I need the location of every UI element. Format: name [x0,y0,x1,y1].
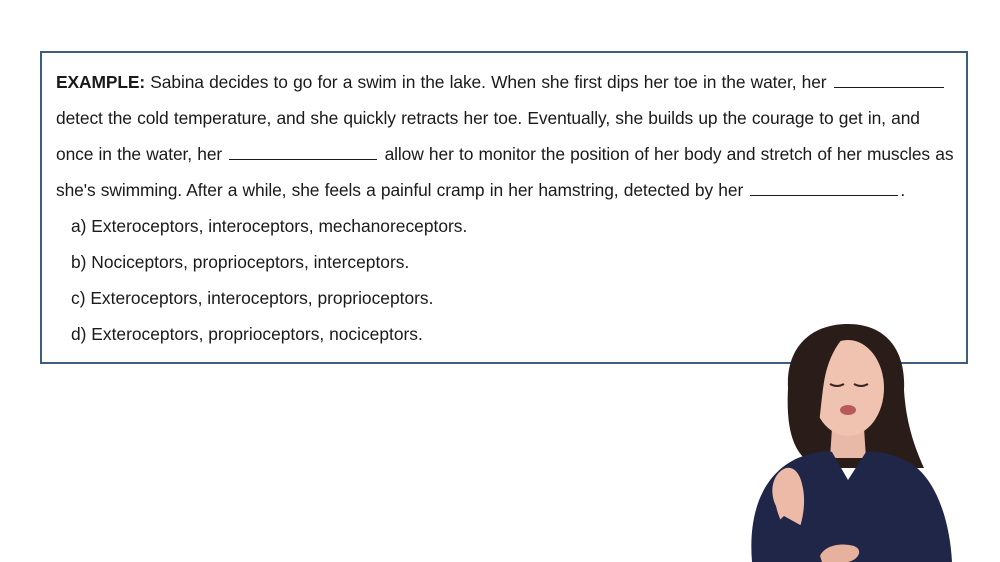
option-a: a) Exteroceptors, interoceptors, mechanoreceptors. [71,216,468,236]
example-label: EXAMPLE: [56,72,146,92]
answer-blank-2 [229,142,377,160]
presenter-video [728,318,960,562]
answer-blank-3 [750,178,898,196]
question-segment-4: . [900,180,906,200]
question-segment-3: allow her to monitor the position of her body and stretch of her muscles as she's swimming. After a while, she feels a painful cramp in her hamstring, detected by her [56,144,954,200]
question-segment-2: detect the cold temperature, and she quickly retracts her toe. Eventually, she builds up the courage to get in, and once in the water, her [56,108,920,164]
answer-options [71,208,467,352]
question-text [56,64,961,208]
answer-blank-1 [834,70,944,88]
question-segment-1: Sabina decides to go for a swim in the lake. When she first dips her toe in the water, her [150,72,827,92]
option-b: b) Nociceptors, proprioceptors, interceptors. [71,252,410,272]
option-c: c) Exteroceptors, interoceptors, proprioceptors. [71,288,434,308]
option-d: d) Exteroceptors, proprioceptors, nociceptors. [71,324,423,344]
